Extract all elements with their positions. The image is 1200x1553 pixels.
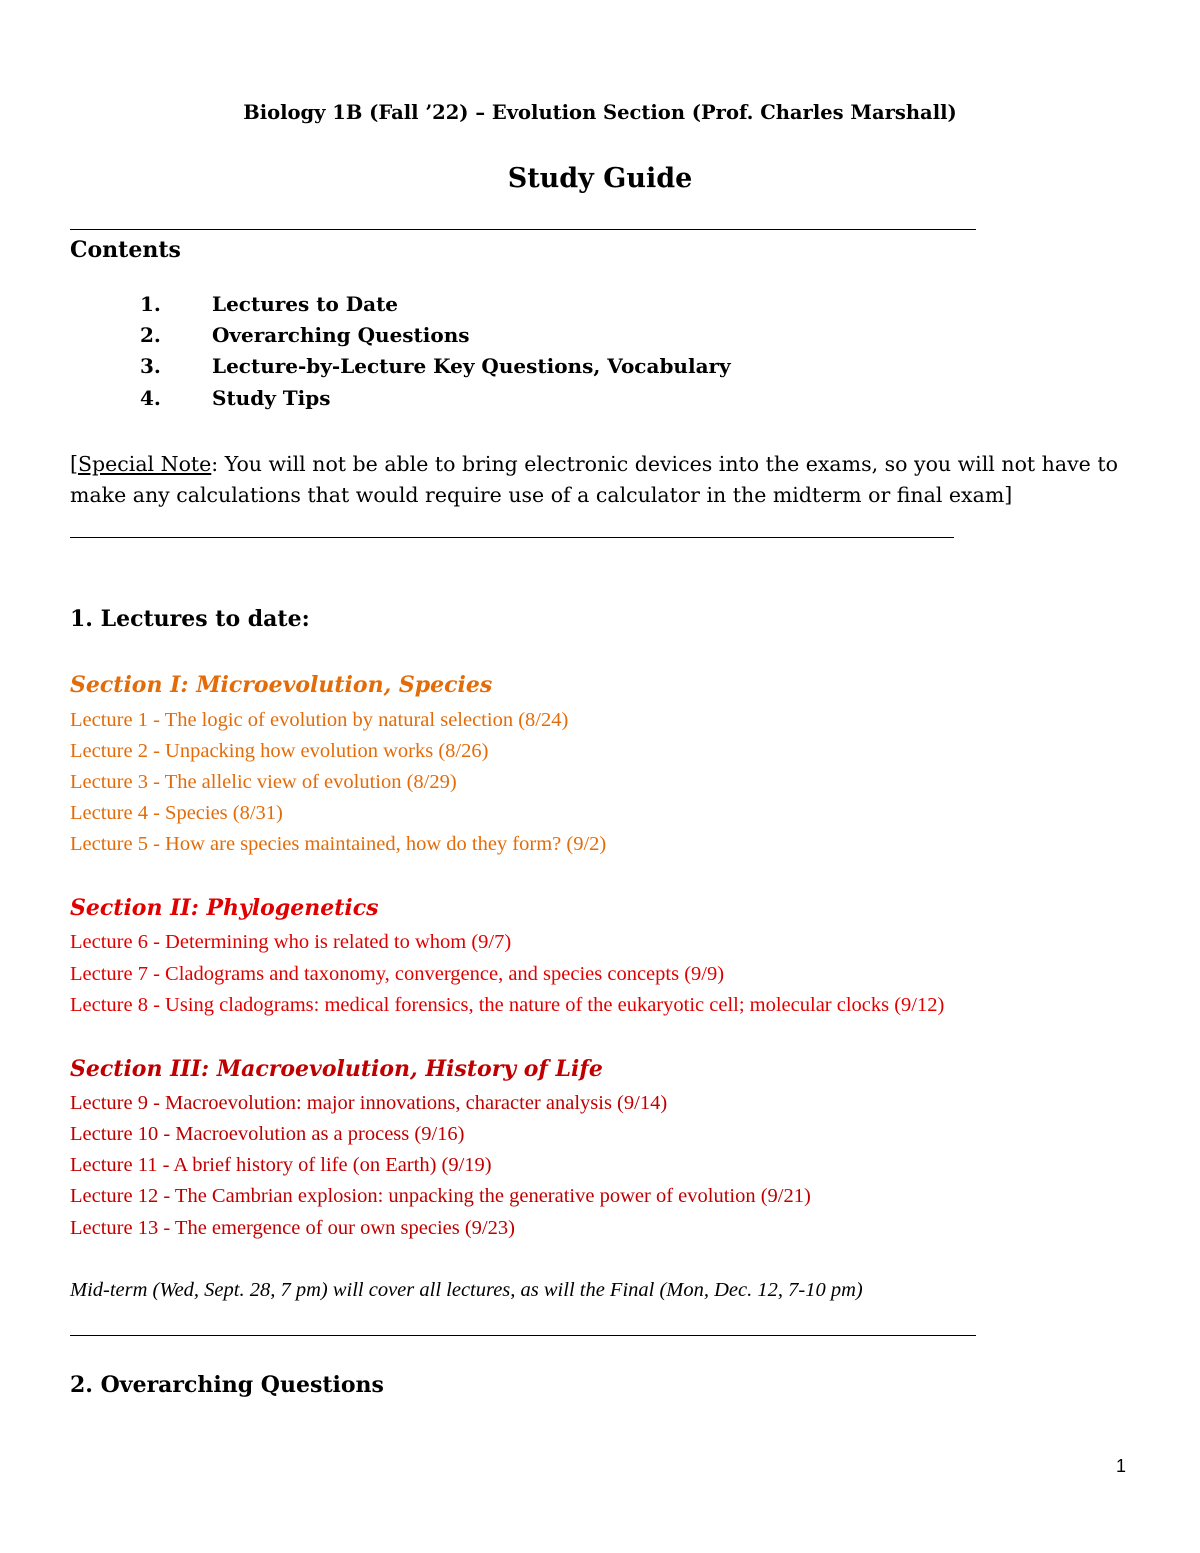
lecture-item: Lecture 5 - How are species maintained, how do they form? (9/2) <box>70 833 607 855</box>
lecture-item: Lecture 9 - Macroevolution: major innovations, character analysis (9/14) <box>70 1092 668 1114</box>
toc-number: 3. <box>140 354 161 378</box>
special-note-text: : You will not be able to bring electronic devices into the exams, so you will not have to make any calculations that would require use of a calculator in the midterm or final exam] <box>70 452 1118 507</box>
lecture-item: Lecture 10 - Macroevolution as a process (9/16) <box>70 1123 465 1145</box>
toc-item-overarching-questions: Overarching Questions <box>212 323 470 347</box>
lecture-item: Lecture 1 - The logic of evolution by natural selection (8/24) <box>70 709 569 731</box>
note-bracket: [ <box>70 452 78 476</box>
exam-note: Mid-term (Wed, Sept. 28, 7 pm) will cover all lectures, as will the Final (Mon, Dec. 12, 7-10 pm) <box>70 1279 863 1301</box>
special-note-label: Special Note <box>78 452 212 476</box>
section-heading-macroevolution: Section III: Macroevolution, History of Life <box>70 1056 603 1082</box>
divider <box>70 537 954 538</box>
lecture-item: Lecture 2 - Unpacking how evolution works (8/26) <box>70 740 489 762</box>
toc-item-lectures-to-date: Lectures to Date <box>212 292 399 316</box>
contents-heading: Contents <box>70 237 181 263</box>
section-heading-microevolution: Section I: Microevolution, Species <box>70 672 493 698</box>
course-header: Biology 1B (Fall ’22) – Evolution Section (Prof. Charles Marshall) <box>243 101 957 124</box>
toc-item-study-tips: Study Tips <box>212 386 331 410</box>
lecture-item: Lecture 12 - The Cambrian explosion: unpacking the generative power of evolution (9/21) <box>70 1185 811 1207</box>
lecture-item: Lecture 3 - The allelic view of evolution (8/29) <box>70 771 457 793</box>
lecture-item: Lecture 13 - The emergence of our own species (9/23) <box>70 1217 515 1239</box>
lectures-heading: 1. Lectures to date: <box>70 606 310 632</box>
lecture-item: Lecture 4 - Species (8/31) <box>70 802 283 824</box>
toc-item-key-questions: Lecture-by-Lecture Key Questions, Vocabulary <box>212 354 731 378</box>
section-heading-phylogenetics: Section II: Phylogenetics <box>70 895 379 921</box>
page-number: 1 <box>1116 1456 1127 1476</box>
overarching-heading: 2. Overarching Questions <box>70 1372 384 1398</box>
lecture-item: Lecture 7 - Cladograms and taxonomy, convergence, and species concepts (9/9) <box>70 963 725 985</box>
lecture-item: Lecture 6 - Determining who is related to whom (9/7) <box>70 931 512 953</box>
lecture-item: Lecture 11 - A brief history of life (on Earth) (9/19) <box>70 1154 492 1176</box>
toc-number: 4. <box>140 386 161 410</box>
divider <box>70 229 976 230</box>
divider <box>70 1335 976 1336</box>
special-note <box>70 449 1145 511</box>
lecture-item: Lecture 8 - Using cladograms: medical forensics, the nature of the eukaryotic cell; molecular clocks (9/12) <box>70 994 945 1016</box>
page-title: Study Guide <box>507 163 693 194</box>
toc-number: 2. <box>140 323 161 347</box>
toc-number: 1. <box>140 292 161 316</box>
